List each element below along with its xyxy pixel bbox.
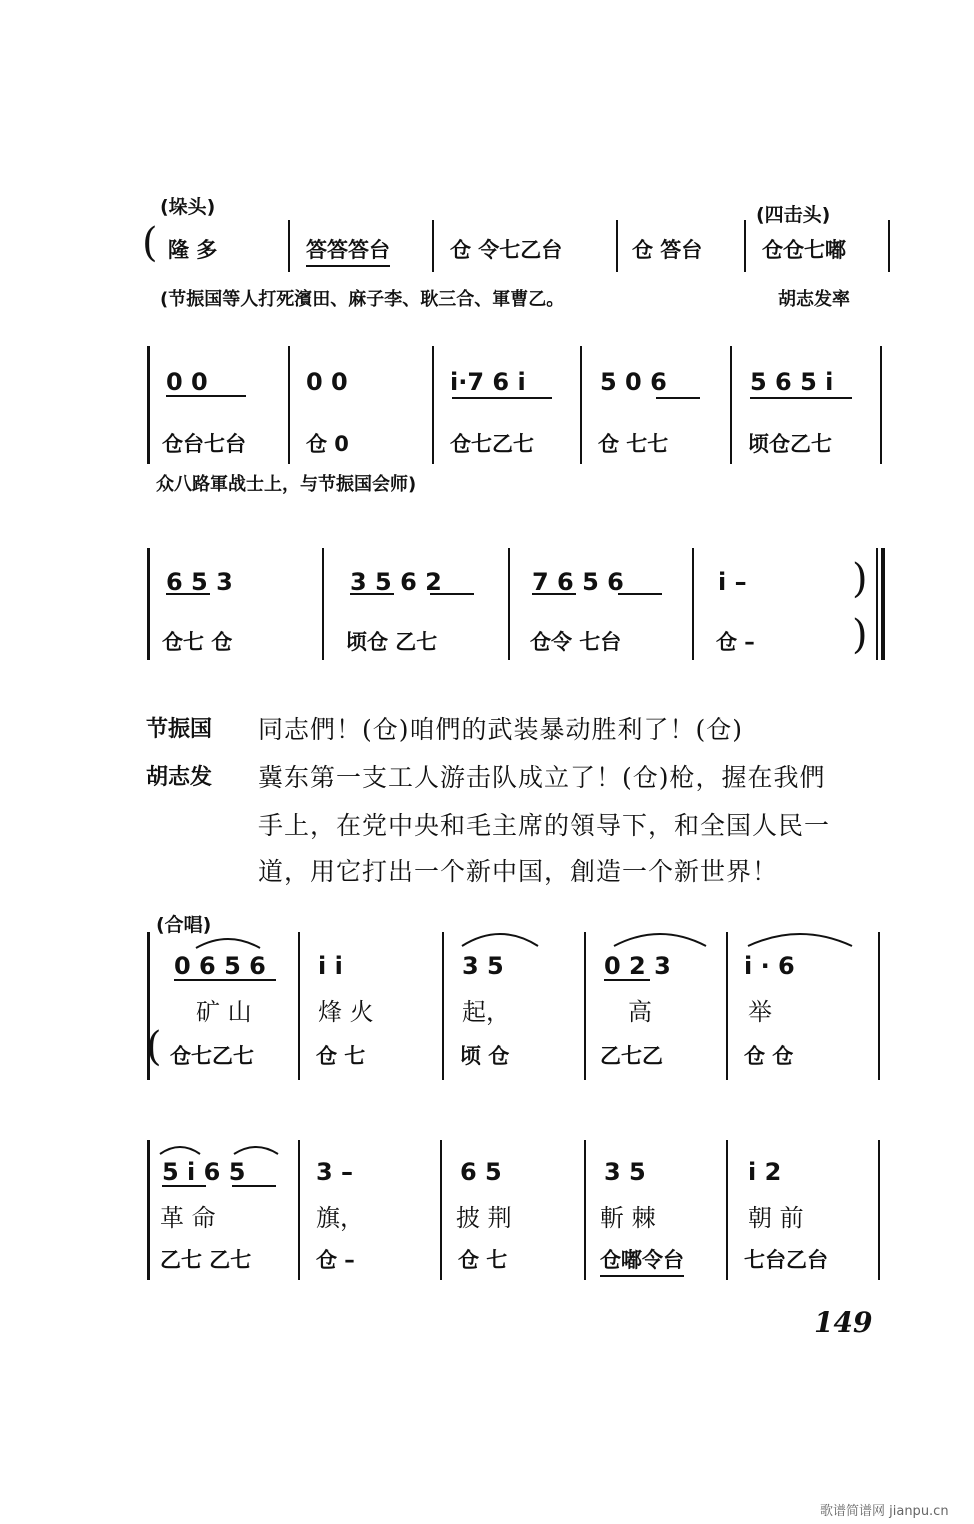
barline <box>726 932 728 1080</box>
b3-melody-2: 3 5 6 2 <box>350 568 442 596</box>
b5-perc-2: 仓 – <box>316 1248 355 1272</box>
system-bracket <box>147 548 150 660</box>
b2-perc-1: 仓台七台 <box>162 432 246 456</box>
b5-melody-3: 6 5 <box>460 1158 502 1186</box>
barline <box>880 346 882 464</box>
b5-melody-1: 5 i 6 5 <box>162 1158 246 1186</box>
b3-perc-4: 仓 – <box>716 630 755 654</box>
b2-stage-direction: 众八路軍战士上，与节振国会师) <box>156 474 417 495</box>
b4-lyric-5: 举 <box>748 998 772 1026</box>
b5-lyric-5: 朝 前 <box>748 1204 804 1232</box>
b3-melody-3: 7 6 5 6 <box>532 568 624 596</box>
label-chorus: (合唱) <box>156 914 212 936</box>
b4-perc-2: 仓 七 <box>316 1044 366 1068</box>
b2-perc-3: 仓七乙七 <box>450 432 534 456</box>
b1-measure-5: 仓仓七嘟 <box>762 238 846 262</box>
b2-melody-2: 0 0 <box>306 368 348 396</box>
b4-perc-5: 仓 仓 <box>744 1044 794 1068</box>
close-paren: ) <box>852 612 868 658</box>
slur <box>748 934 852 946</box>
barline <box>726 1140 728 1280</box>
barline <box>730 346 732 464</box>
page-number: 149 <box>814 1306 873 1339</box>
barline <box>888 220 890 272</box>
barline <box>298 932 300 1080</box>
barline <box>584 1140 586 1280</box>
watermark: 歌谱简谱网 jianpu.cn <box>820 1504 949 1519</box>
b2-melody-1: 0 0 <box>166 368 208 396</box>
b4-lyric-1: 矿 山 <box>196 998 252 1026</box>
b4-perc-4: 乙七乙 <box>600 1044 663 1068</box>
b1-measure-4: 仓 答台 <box>632 238 703 262</box>
b2-melody-4: 5 0 6 <box>600 368 667 396</box>
b4-lyric-3: 起， <box>462 998 510 1026</box>
barline <box>878 1140 880 1280</box>
b3-melody-1: 6 5 3 <box>166 568 233 596</box>
b3-perc-1: 仓七 仓 <box>162 630 233 654</box>
b3-melody-4: i – <box>718 568 747 596</box>
b3-perc-3: 仓令 七台 <box>530 630 622 654</box>
b2-perc-2: 仓 0 <box>306 432 349 456</box>
b2-melody-5: 5 6 5 i <box>750 368 834 396</box>
b1-measure-1: 隆 多 <box>168 238 218 262</box>
b2-perc-4: 仓 七七 <box>598 432 669 456</box>
dialogue-line: 同志們！(仓)咱們的武装暴动胜利了！(仓) <box>258 715 744 744</box>
b1-stage-direction-right: 胡志发率 <box>778 289 850 310</box>
barline <box>440 1140 442 1280</box>
b5-melody-4: 3 5 <box>604 1158 646 1186</box>
barline <box>322 548 324 660</box>
b1-stage-direction: (节振国等人打死濱田、麻子李、耿三合、軍曹乙。 <box>160 289 565 310</box>
barline <box>692 548 694 660</box>
barline <box>508 548 510 660</box>
barline <box>744 220 746 272</box>
b4-perc-1: 仓七乙七 <box>170 1044 254 1068</box>
dialogue-line: 手上，在党中央和毛主席的領导下，和全国人民一 <box>258 811 831 840</box>
b5-lyric-3: 披 荆 <box>456 1204 512 1232</box>
barline <box>298 1140 300 1280</box>
label-sijitou: (四击头) <box>756 204 831 226</box>
barline <box>288 346 290 464</box>
slur <box>462 934 538 946</box>
speaker-hu-zhifa: 胡志发 <box>146 765 213 790</box>
final-barline-thin <box>876 548 878 660</box>
slur <box>234 1147 278 1154</box>
open-paren: ( <box>142 220 158 266</box>
dialogue-line: 冀东第一支工人游击队成立了！(仓)枪，握在我們 <box>258 763 826 792</box>
barline <box>584 932 586 1080</box>
barline <box>432 346 434 464</box>
b4-melody-5: i · 6 <box>744 952 795 980</box>
b1-measure-3: 仓 令七乙台 <box>450 238 563 262</box>
b3-perc-2: 顷仓 乙七 <box>346 630 438 654</box>
b5-melody-2: 3 – <box>316 1158 354 1186</box>
b2-melody-3: i·7 6 i <box>450 368 526 396</box>
b5-perc-5: 七台乙台 <box>744 1248 828 1272</box>
final-barline-thick <box>881 548 885 660</box>
close-paren: ) <box>852 556 868 602</box>
system-bracket <box>147 1140 150 1280</box>
b4-lyric-2: 烽 火 <box>318 998 374 1026</box>
b5-perc-1: 乙七 乙七 <box>160 1248 252 1272</box>
speaker-jie-zhenguo: 节振国 <box>146 717 213 742</box>
b4-melody-2: i i <box>318 952 343 980</box>
dialogue-line: 道，用它打出一个新中国，創造一个新世界！ <box>258 857 779 886</box>
barline <box>580 346 582 464</box>
b5-melody-5: i 2 <box>748 1158 782 1186</box>
b5-perc-3: 仓 七 <box>458 1248 508 1272</box>
slur <box>196 939 260 948</box>
b5-perc-4: 仓嘟令台 <box>600 1244 684 1277</box>
b5-lyric-1: 革 命 <box>160 1204 216 1232</box>
label-duotou: (垛头) <box>160 196 216 218</box>
slur <box>614 934 706 946</box>
b4-melody-3: 3 5 <box>462 952 504 980</box>
b5-lyric-4: 斬 棘 <box>600 1204 656 1232</box>
barline <box>616 220 618 272</box>
barline <box>432 220 434 272</box>
b5-lyric-2: 旗， <box>316 1204 364 1232</box>
barline <box>442 932 444 1080</box>
b4-melody-1: 0 6 5 6 <box>174 952 266 980</box>
b4-lyric-4: 高 <box>628 998 652 1026</box>
open-paren: ( <box>146 1024 162 1070</box>
barline <box>288 220 290 272</box>
slur <box>160 1147 200 1154</box>
b2-perc-5: 顷仓乙七 <box>748 432 832 456</box>
b4-melody-4: 0 2 3 <box>604 952 671 980</box>
barline <box>878 932 880 1080</box>
b4-perc-3: 顷 仓 <box>460 1044 510 1068</box>
system-bracket <box>147 346 150 464</box>
b1-measure-2: 答答答台 <box>306 234 390 267</box>
